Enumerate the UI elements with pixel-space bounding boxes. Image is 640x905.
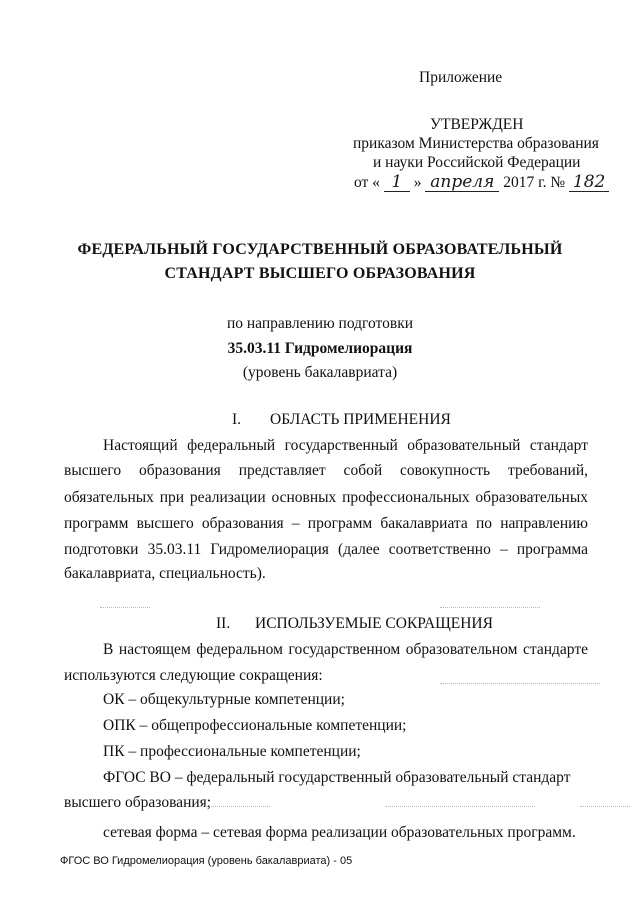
scan-artifact [200, 806, 270, 807]
direction-level: (уровень бакалавриата) [242, 364, 398, 381]
section-1-line: подготовки 35.03.11 Гидромелиорация (далее соответственно – программа [64, 541, 588, 558]
section-1-number: I. [232, 411, 242, 428]
date-day: 1 [384, 174, 410, 192]
section-2-number: II. [216, 615, 231, 632]
section-1-heading: ОБЛАСТЬ ПРИМЕНЕНИЯ [270, 411, 451, 428]
scan-artifact [100, 607, 150, 608]
section-1-line: обязательных при реализации основных профессиональных образовательных [64, 489, 588, 506]
order-date-line [354, 174, 609, 194]
order-line-2: и науки Российской Федерации [373, 154, 581, 171]
abbreviation-item-continuation: высшего образования; [64, 794, 212, 811]
scan-artifact [580, 806, 630, 807]
appendix-label: Приложение [419, 69, 503, 86]
date-year: 2017 г. № [503, 174, 566, 191]
date-month: апреля [425, 174, 499, 192]
abbreviation-item: ФГОС ВО – федеральный государственный образовательный стандарт [103, 769, 571, 786]
section-1-line: бакалавриата, специальность). [64, 565, 266, 582]
scan-artifact [440, 607, 540, 608]
section-1-line: высшего образования представляет собой совокупность требований, [64, 462, 588, 479]
date-number: 182 [569, 174, 609, 192]
abbreviation-item: ОПК – общепрофессиональные компетенции; [103, 717, 407, 734]
section-2-heading: ИСПОЛЬЗУЕМЫЕ СОКРАЩЕНИЯ [255, 615, 493, 632]
page-footer: ФГОС ВО Гидромелиорация (уровень бакалавриата) - 05 [60, 855, 353, 867]
section-1-line: Настоящий федеральный государственный образовательный стандарт [103, 437, 588, 454]
direction-label: по направлению подготовки [226, 315, 414, 332]
section-1-line: программ высшего образования – программ бакалавриата по направлению [64, 515, 588, 532]
date-prefix: от « [354, 174, 380, 191]
section-2-intro-line-2: используются следующие сокращения: [64, 667, 323, 684]
abbreviation-item-last: сетевая форма – сетевая форма реализации образовательных программ. [103, 824, 576, 841]
order-line-1: приказом Министерства образования [353, 135, 599, 152]
scan-artifact [440, 683, 600, 684]
abbreviation-item: ПК – профессиональные компетенции; [103, 743, 361, 760]
date-mid: » [413, 174, 422, 191]
approved-label: УТВЕРЖДЕН [430, 116, 524, 133]
abbreviation-item: ОК – общекультурные компетенции; [103, 691, 345, 708]
scan-artifact [385, 806, 535, 807]
document-title-line-1: ФЕДЕРАЛЬНЫЙ ГОСУДАРСТВЕННЫЙ ОБРАЗОВАТЕЛЬНЫЙ [77, 241, 563, 258]
section-2-intro-line-1: В настоящем федеральном государственном образовательном стандарте [103, 641, 588, 658]
direction-code-name: 35.03.11 Гидромелиорация [227, 340, 413, 357]
document-title-line-2: СТАНДАРТ ВЫСШЕГО ОБРАЗОВАНИЯ [164, 265, 476, 282]
